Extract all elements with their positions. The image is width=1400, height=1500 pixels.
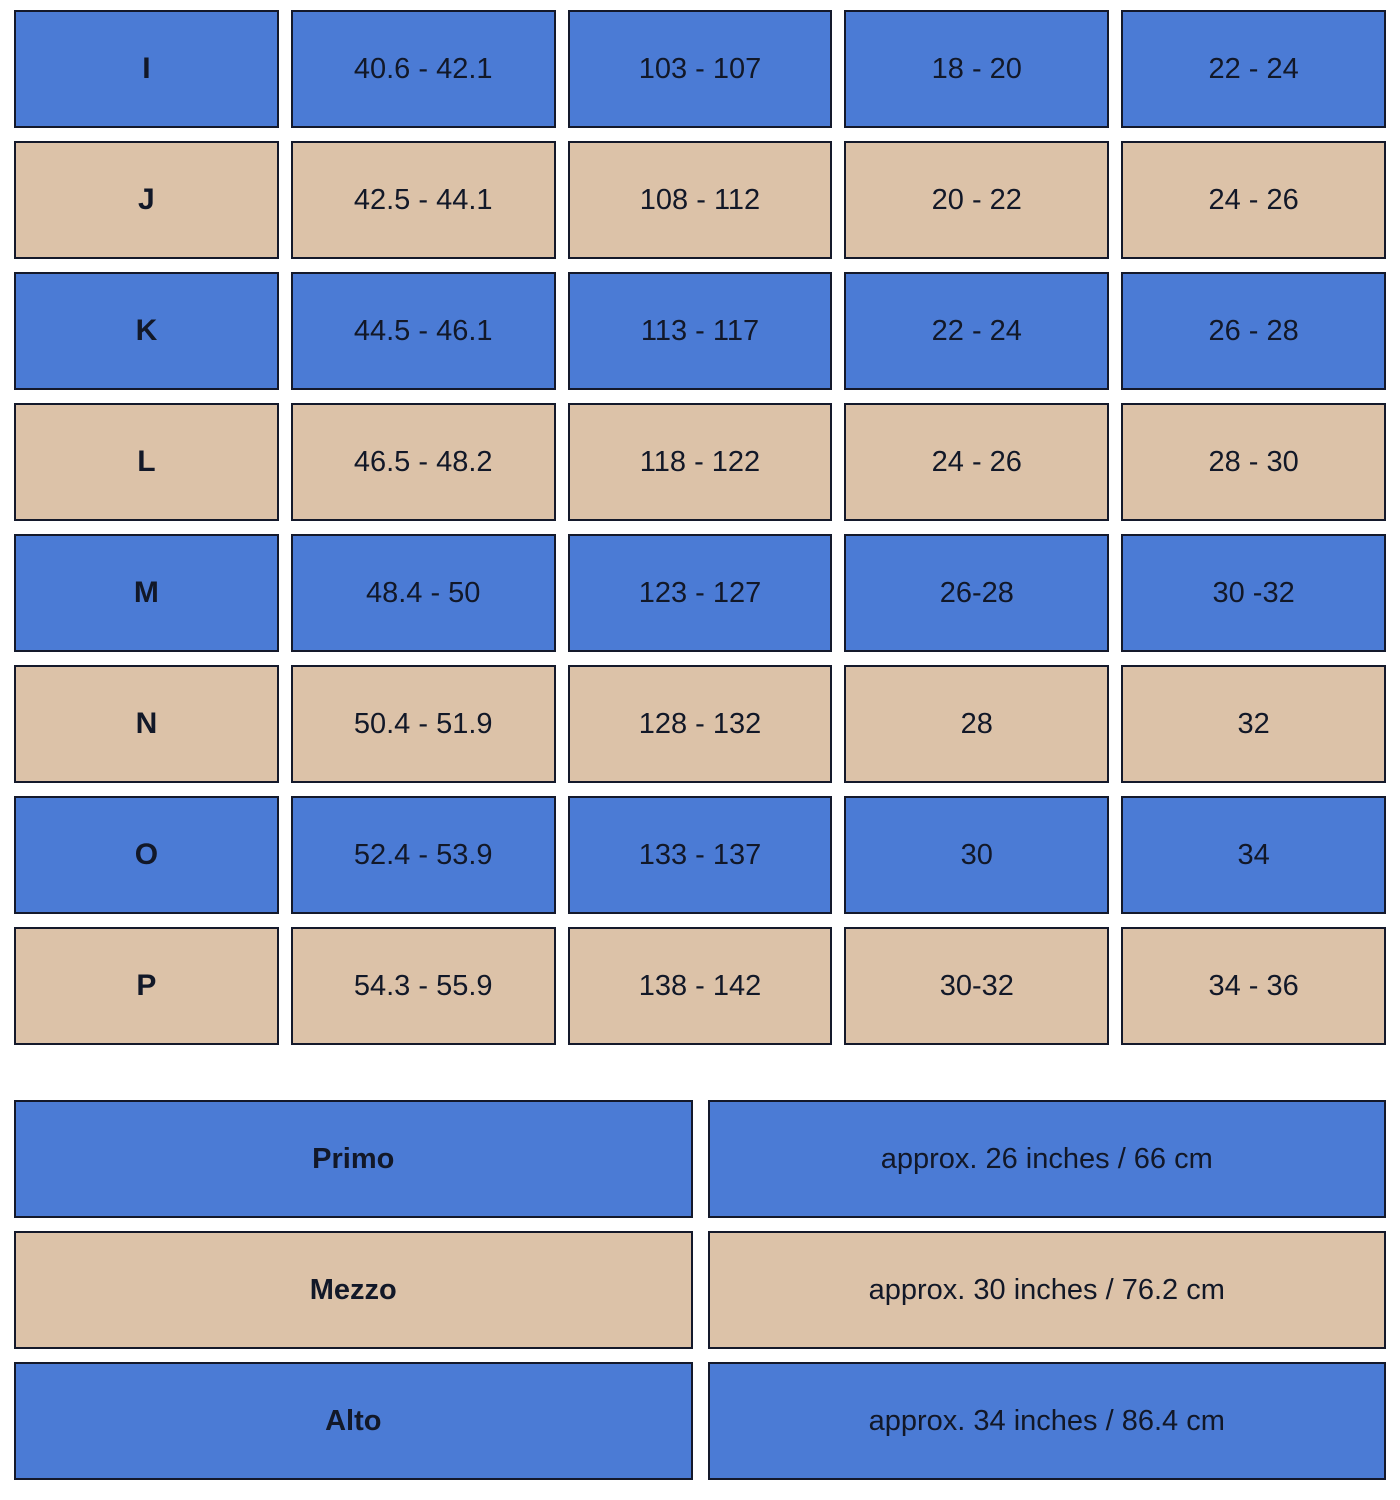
length-value-cell: approx. 34 inches / 86.4 cm — [708, 1362, 1387, 1480]
value-cell: 54.3 - 55.9 — [291, 927, 556, 1045]
size-label-cell: J — [14, 141, 279, 259]
value-cell: 26-28 — [844, 534, 1109, 652]
value-cell: 128 - 132 — [568, 665, 833, 783]
value-cell: 138 - 142 — [568, 927, 833, 1045]
size-label-cell: P — [14, 927, 279, 1045]
size-label-cell: L — [14, 403, 279, 521]
value-cell: 46.5 - 48.2 — [291, 403, 556, 521]
value-cell: 133 - 137 — [568, 796, 833, 914]
length-value-cell: approx. 26 inches / 66 cm — [708, 1100, 1387, 1218]
length-value-cell: approx. 30 inches / 76.2 cm — [708, 1231, 1387, 1349]
value-cell: 22 - 24 — [1121, 10, 1386, 128]
value-cell: 26 - 28 — [1121, 272, 1386, 390]
size-label-cell: K — [14, 272, 279, 390]
size-label-cell: N — [14, 665, 279, 783]
value-cell: 118 - 122 — [568, 403, 833, 521]
length-name-cell: Mezzo — [14, 1231, 693, 1349]
value-cell: 40.6 - 42.1 — [291, 10, 556, 128]
value-cell: 28 — [844, 665, 1109, 783]
value-cell: 28 - 30 — [1121, 403, 1386, 521]
length-chart-table — [0, 1045, 1400, 1480]
value-cell: 24 - 26 — [1121, 141, 1386, 259]
value-cell: 52.4 - 53.9 — [291, 796, 556, 914]
size-label-cell: O — [14, 796, 279, 914]
value-cell: 108 - 112 — [568, 141, 833, 259]
value-cell: 34 — [1121, 796, 1386, 914]
value-cell: 18 - 20 — [844, 10, 1109, 128]
value-cell: 22 - 24 — [844, 272, 1109, 390]
value-cell: 34 - 36 — [1121, 927, 1386, 1045]
value-cell: 30 -32 — [1121, 534, 1386, 652]
value-cell: 113 - 117 — [568, 272, 833, 390]
value-cell: 50.4 - 51.9 — [291, 665, 556, 783]
value-cell: 42.5 - 44.1 — [291, 141, 556, 259]
value-cell: 44.5 - 46.1 — [291, 272, 556, 390]
value-cell: 24 - 26 — [844, 403, 1109, 521]
value-cell: 30-32 — [844, 927, 1109, 1045]
value-cell: 32 — [1121, 665, 1386, 783]
value-cell: 103 - 107 — [568, 10, 833, 128]
value-cell: 20 - 22 — [844, 141, 1109, 259]
length-name-cell: Primo — [14, 1100, 693, 1218]
size-label-cell: I — [14, 10, 279, 128]
size-label-cell: M — [14, 534, 279, 652]
value-cell: 48.4 - 50 — [291, 534, 556, 652]
length-name-cell: Alto — [14, 1362, 693, 1480]
value-cell: 123 - 127 — [568, 534, 833, 652]
value-cell: 30 — [844, 796, 1109, 914]
